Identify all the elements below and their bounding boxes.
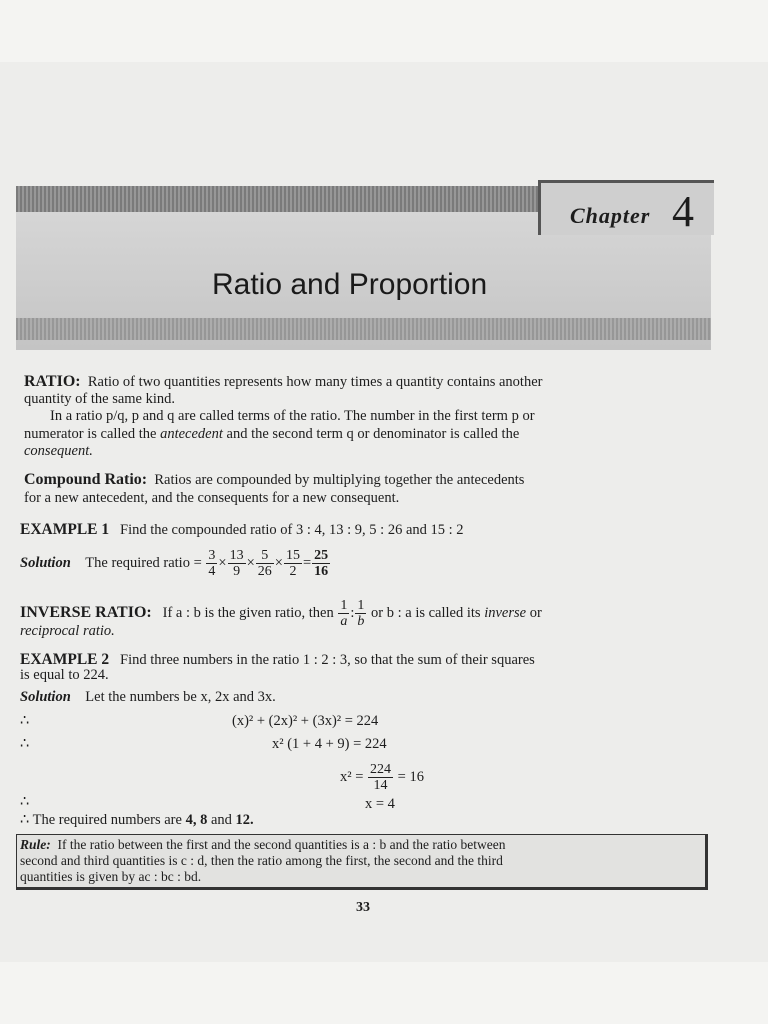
fraction: $\frac{15}{2}$ xyxy=(285,548,300,580)
inverse-heading: INVERSE RATIO: xyxy=(20,604,152,621)
example2-solution-text: Let the numbers be x, 2x and 3x. xyxy=(85,689,276,705)
banner-bottom-stripe xyxy=(16,318,711,340)
ratio-line3: In a ratio p/q, p and q are called terms of the ratio. The number in the first term p or xyxy=(50,408,535,424)
rule-label: Rule: xyxy=(20,837,51,852)
example2-conclusion: ∴ The required numbers are 4, 8 and 12. xyxy=(20,812,254,828)
example2-solution-label: Solution xyxy=(20,689,71,705)
fraction: $\frac{1}{a}$ xyxy=(340,598,348,630)
therefore-symbol: ∴ xyxy=(20,713,30,729)
example2-line2: is equal to 224. xyxy=(20,667,109,683)
consequent-term: consequent. xyxy=(24,443,93,459)
rule-line1: Rule: If the ratio between the first and the second quantities is a : b and the ratio between xyxy=(20,837,506,852)
ratio-line4-a: numerator is called the xyxy=(24,426,161,442)
example2 xyxy=(20,652,535,668)
fraction: $\frac{13}{9}$ xyxy=(229,548,244,580)
example1-heading: EXAMPLE 1 xyxy=(20,521,110,538)
fraction: $\frac{3}{4}$ xyxy=(208,548,216,580)
example1-solution: Solution The required ratio = $\frac{3}{4}$ × $\frac{13}{9}$ × $\frac{5}{26}$ × $\frac{15}{2}$ = $\frac{25}{16}$ xyxy=(20,548,329,580)
banner-top-stripe xyxy=(16,186,541,212)
inverse-text-d: or xyxy=(529,605,542,621)
equation-4: x = 4 xyxy=(365,796,395,812)
compound-heading: Compound Ratio: xyxy=(24,471,148,488)
ratio-heading: RATIO: xyxy=(24,373,81,390)
ratio-line1: Ratio of two quantities represents how many times a quantity contains another xyxy=(87,374,543,390)
example1-text: Find the compounded ratio of 3 : 4, 13 : 9, 5 : 26 and 15 : 2 xyxy=(120,522,464,538)
ratio-paragraph xyxy=(24,374,542,390)
fraction: $\frac{5}{26}$ xyxy=(257,548,272,580)
rule-line3: quantities is given by ac : bc : bd. xyxy=(20,869,202,884)
example2-solution xyxy=(20,690,276,705)
therefore-symbol: ∴ xyxy=(20,794,30,810)
compound-paragraph xyxy=(24,472,524,488)
inverse-text-b: or b : a is called its xyxy=(371,605,481,621)
equation-3: x² = $\frac{224}{14}$ = 16 xyxy=(340,762,424,794)
inverse-text-a: If a : b is the given ratio, then xyxy=(162,605,334,621)
page-number: 33 xyxy=(356,900,370,915)
reciprocal-ratio: reciprocal ratio. xyxy=(20,623,115,639)
chapter-label: Chapter xyxy=(570,203,651,228)
example1 xyxy=(20,522,464,538)
fraction: $\frac{1}{b}$ xyxy=(357,598,365,630)
compound-line1: Ratios are compounded by multiplying together the antecedents xyxy=(154,472,525,488)
equation-1: (x)² + (2x)² + (3x)² = 224 xyxy=(232,713,379,729)
therefore-symbol: ∴ xyxy=(20,736,30,752)
ratio-line4 xyxy=(24,427,519,442)
example1-solution-label: Solution xyxy=(20,555,71,571)
ratio-line2: quantity of the same kind. xyxy=(24,391,176,407)
example2-heading: EXAMPLE 2 xyxy=(20,651,110,668)
antecedent-term: antecedent xyxy=(160,426,223,442)
result-fraction: $\frac{25}{16}$ xyxy=(314,548,329,580)
inverse-term: inverse xyxy=(484,605,527,621)
chapter-title: Ratio and Proportion xyxy=(212,268,488,301)
fraction: $\frac{224}{14}$ xyxy=(370,762,392,794)
inverse-paragraph: INVERSE RATIO: If a : b is the given ratio, then $\frac{1}{a}$ : $\frac{1}{b}$ or b : a is called its inverse or xyxy=(20,598,542,630)
ratio-line4-c: and the second term q or denominator is called the xyxy=(222,426,520,442)
example2-text: Find three numbers in the ratio 1 : 2 : 3, so that the sum of their squares xyxy=(120,652,535,668)
rule-line2: second and third quantities is c : d, then the ratio among the first, the second and the third xyxy=(20,853,503,868)
example1-solution-text: The required ratio = xyxy=(85,555,202,571)
equation-2: x² (1 + 4 + 9) = 224 xyxy=(272,736,387,752)
compound-line2: for a new antecedent, and the consequents for a new consequent. xyxy=(24,490,400,506)
chapter-number: 4 xyxy=(672,187,694,236)
